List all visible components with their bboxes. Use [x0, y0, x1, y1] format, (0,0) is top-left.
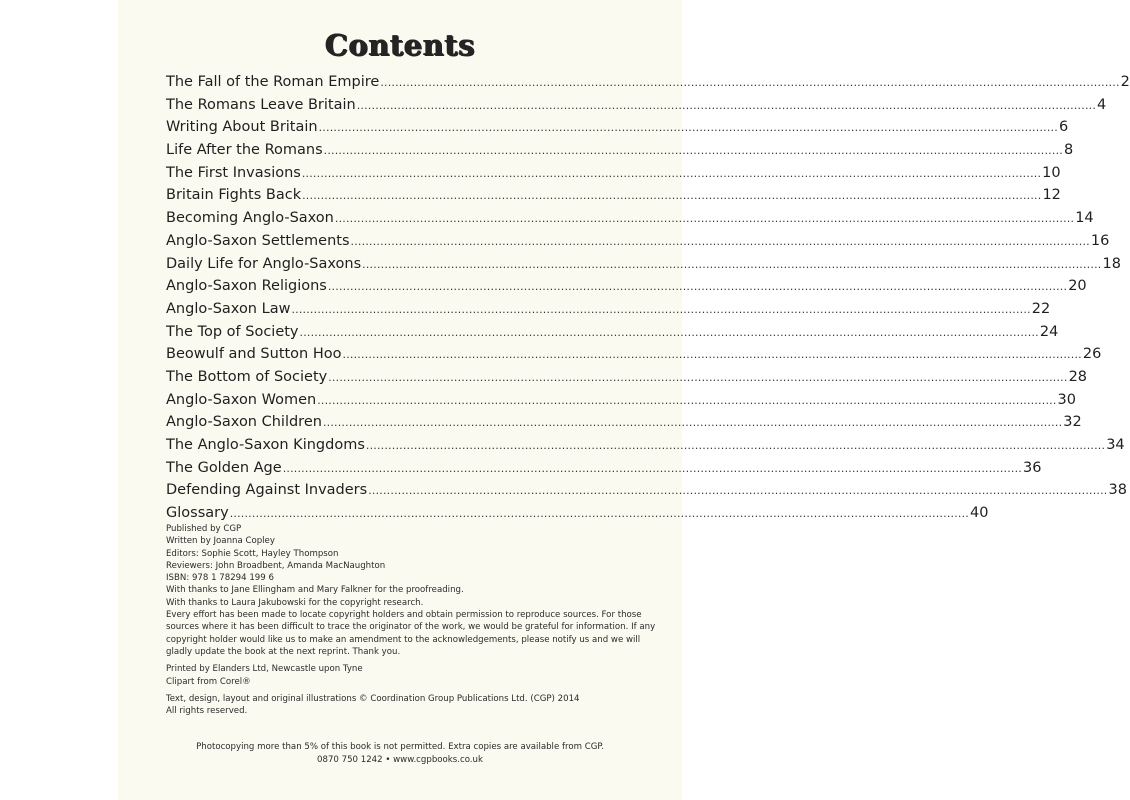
dot-leader: ........................................................................................................................................................................................................	[322, 416, 1063, 430]
toc-entry[interactable]	[166, 366, 1088, 389]
toc-entry-title: The Top of Society	[166, 323, 299, 340]
toc-entry[interactable]	[166, 116, 1069, 139]
toc-entry-title: The First Invasions	[166, 164, 301, 181]
table-of-contents	[166, 71, 1130, 525]
page-title: Contents	[324, 28, 476, 62]
toc-entry-title: Life After the Romans	[166, 142, 323, 159]
toc-entry-page: 28	[1068, 368, 1088, 385]
dot-leader: ........................................................................................................................................................................................................	[365, 439, 1106, 452]
printer-line: Printed by Elanders Ltd, Newcastle upon Tyne	[166, 664, 363, 675]
toc-entry[interactable]	[166, 253, 1121, 276]
toc-entry-page: 24	[1039, 323, 1059, 340]
toc-entry-page: 20	[1068, 278, 1087, 295]
isbn-line: ISBN: 978 1 78294 199 6	[166, 573, 274, 584]
toc-entry-title: Anglo-Saxon Children	[166, 414, 322, 431]
toc-entry[interactable]	[166, 71, 1130, 94]
dot-leader: ........................................................................................................................................................................................................	[302, 189, 1042, 203]
toc-entry[interactable]	[166, 207, 1094, 230]
dot-leader: ........................................................................................................................................................................................................	[229, 507, 970, 521]
toc-entry[interactable]	[166, 411, 1082, 434]
reviewers-line: Reviewers: John Broadbent, Amanda MacNaughton	[166, 560, 386, 571]
toc-entry[interactable]	[166, 321, 1059, 344]
dot-leader: ........................................................................................................................................................................................................	[362, 257, 1102, 271]
toc-entry-title: Writing About Britain	[166, 119, 318, 136]
dot-leader: ........................................................................................................................................................................................................	[282, 461, 1023, 475]
toc-entry-page: 16	[1090, 232, 1110, 249]
toc-entry[interactable]	[166, 389, 1076, 412]
copyright-notice-paragraph: Every effort has been made to locate copyright holders and obtain permission to reproduce sources. For those sources where it has been difficult to trace the originator of the work, we would be grateful for information. If any copyright holder would like us to make an amendment to the acknowledgements, please notify us and we will gladly update the book at the next reprint. Thank you.	[166, 610, 656, 657]
toc-entry[interactable]	[166, 343, 1102, 366]
toc-entry-page: 18	[1102, 255, 1121, 272]
dot-leader: ........................................................................................................................................................................................................	[368, 484, 1108, 498]
footer	[118, 741, 682, 766]
dot-leader: ........................................................................................................................................................................................................	[299, 325, 1039, 339]
dot-leader: ........................................................................................................................................................................................................	[323, 144, 1063, 158]
imprint-block	[166, 523, 656, 717]
toc-entry[interactable]	[166, 94, 1107, 117]
proofreading-thanks: With thanks to Jane Ellingham and Mary Falkner for the proofreading.	[166, 585, 464, 596]
toc-entry[interactable]	[166, 184, 1061, 207]
toc-entry-page: 32	[1063, 414, 1082, 431]
toc-entry-title: The Golden Age	[166, 459, 282, 476]
dot-leader: ........................................................................................................................................................................................................	[328, 370, 1068, 384]
toc-entry-page: 22	[1031, 300, 1051, 317]
toc-entry-page: 2	[1120, 74, 1130, 90]
toc-entry-title: The Fall of the Roman Empire	[166, 74, 380, 90]
photocopy-notice: Photocopying more than 5% of this book is not permitted. Extra copies are available from CGP.	[196, 742, 604, 752]
toc-entry-title: Anglo-Saxon Women	[166, 391, 317, 408]
contact-line: 0870 750 1242 • www.cgpbooks.co.uk	[317, 754, 483, 765]
book-page	[118, 0, 1130, 800]
toc-entry[interactable]	[166, 298, 1051, 321]
toc-entry-title: The Romans Leave Britain	[166, 96, 356, 113]
editors-line: Editors: Sophie Scott, Hayley Thompson	[166, 548, 339, 559]
toc-entry-title: Anglo-Saxon Religions	[166, 278, 327, 295]
dot-leader: ........................................................................................................................................................................................................	[327, 280, 1068, 294]
toc-entry[interactable]	[166, 457, 1042, 480]
dot-leader: ........................................................................................................................................................................................................	[291, 302, 1031, 316]
dot-leader: ........................................................................................................................................................................................................	[334, 212, 1075, 226]
toc-entry-page: 8	[1063, 142, 1074, 159]
toc-entry-page: 38	[1108, 482, 1127, 499]
copyright-line: Text, design, layout and original illustrations © Coordination Group Publications Ltd. (CGP) 2014	[166, 693, 580, 704]
toc-entry-title: Anglo-Saxon Settlements	[166, 232, 350, 249]
toc-entry-title: Defending Against Invaders	[166, 482, 368, 499]
toc-entry-title: The Anglo-Saxon Kingdoms	[166, 437, 365, 453]
toc-entry-page: 14	[1075, 210, 1094, 227]
toc-entry-title: Glossary	[166, 505, 229, 522]
toc-entry[interactable]	[166, 502, 989, 525]
toc-entry-page: 34	[1106, 437, 1125, 453]
toc-entry-page: 26	[1082, 346, 1102, 363]
dot-leader: ........................................................................................................................................................................................................	[356, 98, 1097, 112]
dot-leader: ........................................................................................................................................................................................................	[318, 121, 1058, 135]
rights-line: All rights reserved.	[166, 706, 248, 717]
copyright-research-thanks: With thanks to Laura Jakubowski for the copyright research.	[166, 597, 424, 608]
toc-entry-page: 36	[1023, 459, 1042, 476]
dot-leader: ........................................................................................................................................................................................................	[342, 348, 1082, 362]
toc-entry[interactable]	[166, 230, 1110, 253]
dot-leader: ........................................................................................................................................................................................................	[317, 393, 1057, 407]
toc-entry-page: 4	[1097, 96, 1107, 113]
toc-entry-title: Britain Fights Back	[166, 187, 302, 204]
toc-entry-page: 30	[1057, 391, 1076, 408]
toc-entry-title: Beowulf and Sutton Hoo	[166, 346, 342, 363]
toc-entry-page: 40	[970, 505, 989, 522]
author-line: Written by Joanna Copley	[166, 536, 275, 547]
clipart-line: Clipart from Corel®	[166, 676, 251, 687]
publisher-line: Published by CGP	[166, 524, 242, 534]
toc-entry[interactable]	[166, 479, 1127, 502]
dot-leader: ........................................................................................................................................................................................................	[350, 234, 1090, 248]
toc-entry-title: Anglo-Saxon Law	[166, 300, 291, 317]
toc-entry-title: The Bottom of Society	[166, 368, 328, 385]
toc-entry-page: 10	[1042, 164, 1061, 181]
toc-entry[interactable]	[166, 139, 1074, 162]
toc-entry[interactable]	[166, 434, 1125, 457]
toc-entry[interactable]	[166, 162, 1061, 185]
toc-entry-page: 12	[1042, 187, 1061, 204]
dot-leader: ........................................................................................................................................................................................................	[380, 76, 1120, 89]
toc-entry-page: 6	[1058, 119, 1069, 136]
toc-entry-title: Becoming Anglo-Saxon	[166, 210, 334, 227]
dot-leader: ........................................................................................................................................................................................................	[301, 166, 1042, 180]
toc-entry[interactable]	[166, 275, 1087, 298]
toc-entry-title: Daily Life for Anglo-Saxons	[166, 255, 362, 272]
